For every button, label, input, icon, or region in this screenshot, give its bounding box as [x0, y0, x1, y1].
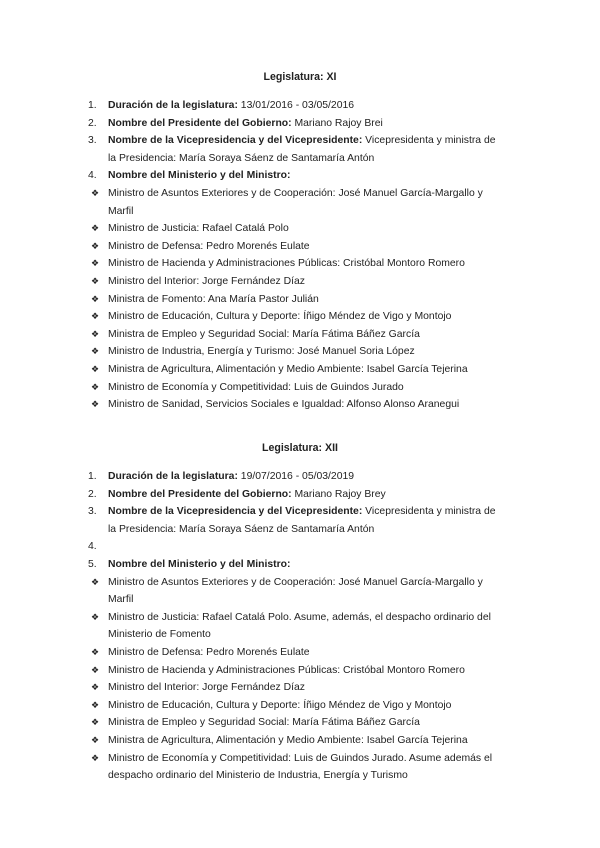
minister-list-item [0, 609, 600, 644]
numbered-item [0, 486, 600, 504]
minister-list-item [0, 238, 600, 256]
minister-list-item [0, 750, 600, 785]
diamond-bullet-icon: ❖ [91, 664, 100, 675]
diamond-bullet-icon: ❖ [91, 576, 100, 587]
diamond-bullet-icon: ❖ [91, 258, 100, 269]
minister-entry: Ministro de Educación, Cultura y Deporte: Íñigo Méndez de Vigo y Montojo [108, 699, 452, 711]
diamond-bullet-icon: ❖ [91, 363, 100, 374]
minister-entry: Ministro de Asuntos Exteriores y de Cooperación: José Manuel García-Margallo y Marfil [108, 576, 483, 606]
minister-list-item [0, 291, 600, 309]
diamond-bullet-icon: ❖ [91, 275, 100, 286]
diamond-bullet-icon: ❖ [91, 646, 100, 657]
minister-list-item [0, 220, 600, 238]
item-value: 19/07/2016 - 05/03/2019 [237, 471, 355, 482]
minister-list-item [0, 326, 600, 344]
diamond-bullet-icon: ❖ [91, 346, 100, 357]
minister-entry: Ministro del Interior: Jorge Fernández Díaz [108, 682, 305, 694]
legislature-section-xi [0, 68, 600, 414]
minister-list-item [0, 679, 600, 697]
minister-list-item [0, 732, 600, 750]
item-number: 4. [88, 541, 97, 553]
numbered-item [0, 468, 600, 486]
minister-list-item [0, 361, 600, 379]
numbered-item [0, 538, 600, 556]
minister-list-item [0, 273, 600, 291]
numbered-item [0, 132, 600, 167]
minister-entry: Ministro de Defensa: Pedro Morenés Eulate [108, 646, 310, 658]
numbered-item [0, 97, 600, 115]
minister-entry: Ministra de Agricultura, Alimentación y Medio Ambiente: Isabel García Tejerina [108, 363, 468, 375]
diamond-bullet-icon: ❖ [91, 752, 100, 763]
minister-entry: Ministro de Defensa: Pedro Morenés Eulate [108, 240, 310, 252]
diamond-bullet-icon: ❖ [91, 187, 100, 198]
minister-entry: Ministro de Hacienda y Administraciones Públicas: Cristóbal Montoro Romero [108, 664, 465, 676]
item-number: 4. [88, 170, 97, 182]
item-value: 13/01/2016 - 03/05/2016 [237, 100, 355, 111]
item-value: Vicepresidenta y ministra de la Presidencia: María Soraya Sáenz de Santamaría Antón [108, 506, 496, 535]
diamond-bullet-icon: ❖ [91, 734, 100, 745]
section-title: Legislatura: XI [263, 71, 337, 83]
minister-entry: Ministra de Fomento: Ana María Pastor Julián [108, 293, 319, 305]
item-label: Nombre del Presidente del Gobierno: [108, 488, 292, 500]
minister-list-item [0, 662, 600, 680]
minister-list-item [0, 255, 600, 273]
minister-entry: Ministro de Sanidad, Servicios Sociales e Igualdad: Alfonso Alonso Aranegui [108, 399, 460, 411]
numbered-item [0, 167, 600, 185]
item-number: 3. [88, 506, 97, 518]
minister-entry: Ministro de Hacienda y Administraciones Públicas: Cristóbal Montoro Romero [108, 258, 465, 270]
minister-entry: Ministro de Justicia: Rafael Catalá Polo [108, 223, 289, 235]
item-number: 5. [88, 558, 97, 570]
minister-list-item [0, 714, 600, 732]
item-value: Mariano Rajoy Brei [291, 117, 383, 129]
minister-entry: Ministra de Empleo y Seguridad Social: María Fátima Báñez García [108, 717, 420, 729]
minister-list-item [0, 308, 600, 326]
item-value: Mariano Rajoy Brey [291, 488, 386, 500]
item-number: 1. [88, 471, 97, 482]
item-number: 2. [88, 117, 97, 129]
diamond-bullet-icon: ❖ [91, 611, 100, 622]
diamond-bullet-icon: ❖ [91, 717, 100, 728]
item-label: Nombre de la Vicepresidencia y del Vicepresidente: [108, 135, 363, 147]
section-title: Legislatura: XII [262, 442, 338, 454]
item-label: Nombre del Presidente del Gobierno: [108, 117, 292, 129]
minister-list-item [0, 574, 600, 609]
diamond-bullet-icon: ❖ [91, 223, 100, 234]
item-label: Nombre del Ministerio y del Ministro: [108, 170, 291, 182]
minister-entry: Ministro de Economía y Competitividad: Luis de Guindos Jurado [108, 381, 404, 393]
minister-entry: Ministro de Industria, Energía y Turismo: José Manuel Soria López [108, 346, 415, 358]
minister-entry: Ministro de Justicia: Rafael Catalá Polo. Asume, además, el despacho ordinario del Ministerio de Fomento [108, 611, 491, 641]
minister-entry: Ministra de Agricultura, Alimentación y Medio Ambiente: Isabel García Tejerina [108, 734, 468, 746]
item-number: 2. [88, 488, 97, 500]
minister-entry: Ministro del Interior: Jorge Fernández Díaz [108, 275, 305, 287]
item-label: Duración de la legislatura: [108, 100, 238, 111]
item-number: 3. [88, 135, 97, 147]
diamond-bullet-icon: ❖ [91, 311, 100, 322]
diamond-bullet-icon: ❖ [91, 699, 100, 710]
diamond-bullet-icon: ❖ [91, 381, 100, 392]
diamond-bullet-icon: ❖ [91, 682, 100, 693]
minister-list-item [0, 644, 600, 662]
numbered-item [0, 115, 600, 133]
diamond-bullet-icon: ❖ [91, 293, 100, 304]
item-label: Nombre de la Vicepresidencia y del Vicepresidente: [108, 506, 363, 518]
numbered-item [0, 503, 600, 538]
minister-entry: Ministro de Educación, Cultura y Deporte: Íñigo Méndez de Vigo y Montojo [108, 311, 452, 323]
minister-list-item [0, 379, 600, 397]
minister-list-item [0, 396, 600, 414]
minister-list-item [0, 697, 600, 715]
numbered-item [0, 556, 600, 574]
minister-entry: Ministra de Empleo y Seguridad Social: María Fátima Báñez García [108, 328, 420, 340]
minister-list-item [0, 185, 600, 220]
item-value: Vicepresidenta y ministra de la Presidencia: María Soraya Sáenz de Santamaría Antón [108, 135, 496, 164]
diamond-bullet-icon: ❖ [91, 399, 100, 410]
item-label: Nombre del Ministerio y del Ministro: [108, 558, 291, 570]
minister-entry: Ministro de Asuntos Exteriores y de Cooperación: José Manuel García-Margallo y Marfil [108, 187, 483, 217]
minister-entry: Ministro de Economía y Competitividad: Luis de Guindos Jurado. Asume además el despacho ordinario del Ministerio de Industria, Energía y Turismo [108, 752, 493, 782]
diamond-bullet-icon: ❖ [91, 328, 100, 339]
minister-list-item [0, 343, 600, 361]
diamond-bullet-icon: ❖ [91, 240, 100, 251]
item-label: Duración de la legislatura: [108, 471, 238, 482]
item-number: 1. [88, 100, 97, 111]
legislature-section-xii [0, 439, 600, 785]
